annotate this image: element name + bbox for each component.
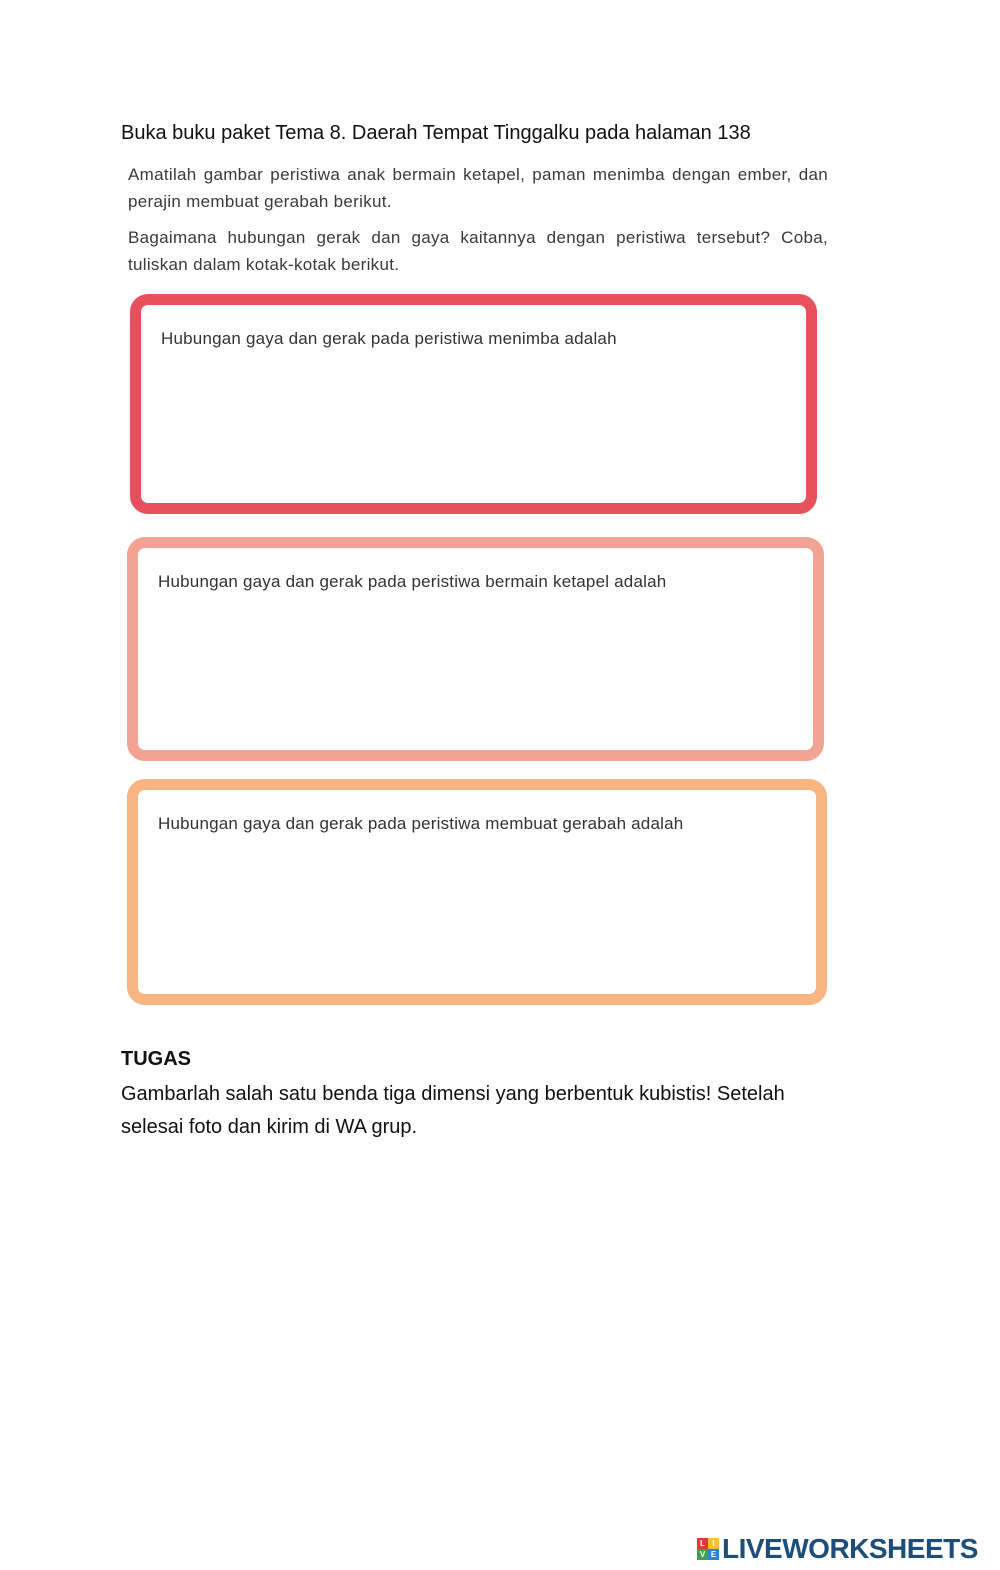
answer-box-label: Hubungan gaya dan gerak pada peristiwa membuat gerabah adalah [158, 814, 684, 833]
liveworksheets-logo-text: LIVEWORKSHEETS [722, 1533, 978, 1564]
answer-box-label: Hubungan gaya dan gerak pada peristiwa menimba adalah [161, 329, 617, 348]
logo-letter-i: I [708, 1538, 719, 1549]
intro-text: Buka buku paket Tema 8. Daerah Tempat Tinggalku pada halaman 138 [121, 122, 751, 144]
book-paragraph-observe: Amatilah gambar peristiwa anak bermain ketapel, paman menimba dengan ember, dan perajin membuat gerabah berikut. [128, 165, 828, 211]
answer-box-label: Hubungan gaya dan gerak pada peristiwa bermain ketapel adalah [158, 572, 667, 591]
answer-box-gerabah[interactable] [127, 779, 827, 1005]
answer-box-ketapel[interactable] [127, 537, 824, 761]
answer-box-menimba[interactable] [130, 294, 817, 514]
liveworksheets-logo [697, 1533, 978, 1565]
task-body: Gambarlah salah satu benda tiga dimensi yang berbentuk kubistis! Setelah selesai foto dan kirim di WA grup. [121, 1083, 785, 1138]
logo-letter-v: V [697, 1549, 708, 1560]
task-title: TUGAS [121, 1048, 191, 1070]
logo-letter-l: L [697, 1538, 708, 1549]
logo-letter-e: E [708, 1549, 719, 1560]
liveworksheets-logo-icon [697, 1538, 719, 1560]
book-paragraph-question: Bagaimana hubungan gerak dan gaya kaitannya dengan peristiwa tersebut? Coba, tuliskan dalam kotak-kotak berikut. [128, 228, 828, 274]
